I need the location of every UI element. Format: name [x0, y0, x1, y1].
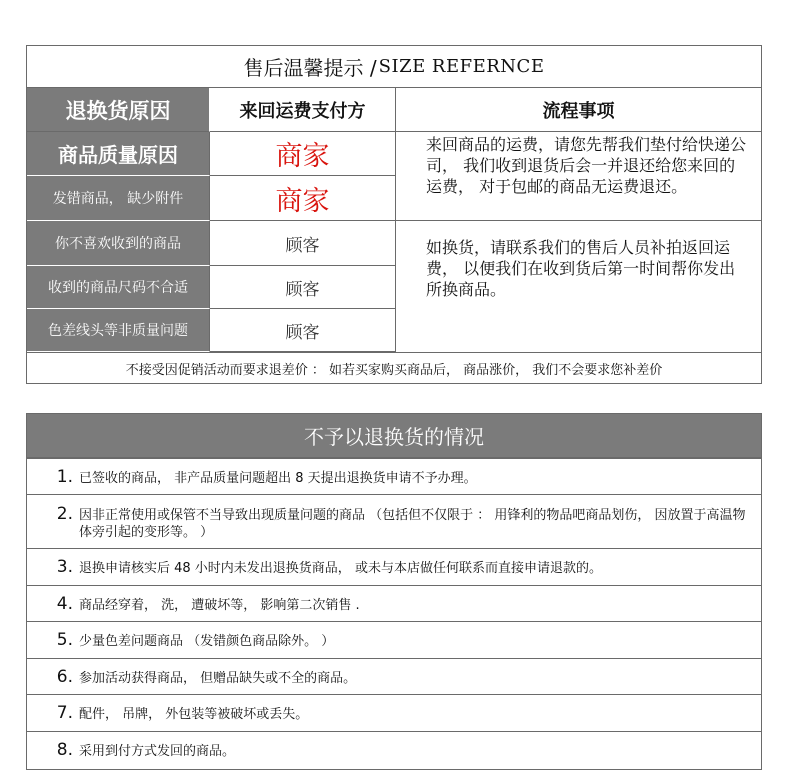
- reason-size: 收到的商品尺码不合适: [27, 266, 210, 309]
- item-text: 因非正常使用或保管不当导致出现质量问题的商品 （包括但不仅限于 ： 用锋利的物品吧商品划伤， 因放置于高温物体旁引起的变形等。 ）: [79, 508, 746, 540]
- item-text: 采用到付方式发回的商品。: [79, 744, 236, 759]
- table-title: [27, 46, 761, 88]
- list-item: [27, 658, 761, 694]
- reason-quality: 商品质量原因: [27, 132, 210, 176]
- after-sales-table: [26, 45, 762, 384]
- reason-wrong-item: 发错商品， 缺少附件: [27, 176, 210, 221]
- list-item: [27, 585, 761, 621]
- process-merchant-pays: 来回商品的运费，请您先帮我们垫付给快递公司， 我们收到退货后会一并退还给您来回的运费， 对于包邮的商品无运费退还。: [396, 132, 761, 221]
- item-number: 5.: [56, 630, 73, 650]
- no-return-table: [26, 413, 762, 770]
- title-en: SIZE REFERNCE: [378, 56, 545, 77]
- item-text: 少量色差问题商品 （发错颜色商品除外。 ）: [79, 634, 335, 649]
- item-text: 退换申请核实后 48 小时内未发出退换货商品， 或未与本店做任何联系而直接申请退款的。: [79, 561, 602, 576]
- item-number: 7.: [56, 703, 73, 723]
- reason-dislike: 你不喜欢收到的商品: [27, 221, 210, 266]
- item-number: 8.: [56, 740, 73, 760]
- price-difference-note: 不接受因促销活动而要求退差价 ： 如若买家购买商品后， 商品涨价， 我们不会要求您补差价: [27, 352, 761, 383]
- item-text: 商品经穿着， 洗， 遭破坏等， 影响第二次销售 .: [79, 598, 360, 613]
- payer-merchant: 商家: [210, 132, 396, 176]
- list-item: [27, 694, 761, 731]
- payer-customer: 顾客: [210, 309, 396, 352]
- no-return-title: 不予以退换货的情况: [27, 414, 761, 458]
- reason-color-diff: 色差线头等非质量问题: [27, 309, 210, 352]
- item-number: 2.: [56, 504, 73, 524]
- item-number: 3.: [56, 557, 73, 577]
- list-item: [27, 494, 761, 548]
- process-customer-pays: 如换货，请联系我们的售后人员补拍返回运费， 以便我们在收到货后第一时间帮你发出所换商品。: [426, 238, 736, 299]
- item-number: 6.: [56, 667, 73, 687]
- header-payer: 来回运费支付方: [210, 88, 396, 132]
- item-text: 参加活动获得商品， 但赠品缺失或不全的商品。: [79, 671, 357, 686]
- payer-customer: 顾客: [210, 266, 396, 309]
- list-item: [27, 621, 761, 658]
- payer-merchant: 商家: [210, 176, 396, 221]
- item-number: 1.: [56, 467, 73, 487]
- item-text: 已签收的商品， 非产品质量问题超出 8 天提出退换货申请不予办理。: [79, 471, 477, 486]
- title-cn: 售后温馨提示 /: [243, 56, 377, 80]
- list-item: [27, 458, 761, 494]
- header-process: 流程事项: [396, 88, 761, 132]
- item-text: 配件， 吊牌， 外包装等被破坏或丢失。: [79, 707, 309, 722]
- list-item: [27, 548, 761, 585]
- payer-customer: 顾客: [210, 221, 396, 266]
- header-reason: 退换货原因: [27, 88, 210, 132]
- item-number: 4.: [56, 594, 73, 614]
- list-item: [27, 731, 761, 769]
